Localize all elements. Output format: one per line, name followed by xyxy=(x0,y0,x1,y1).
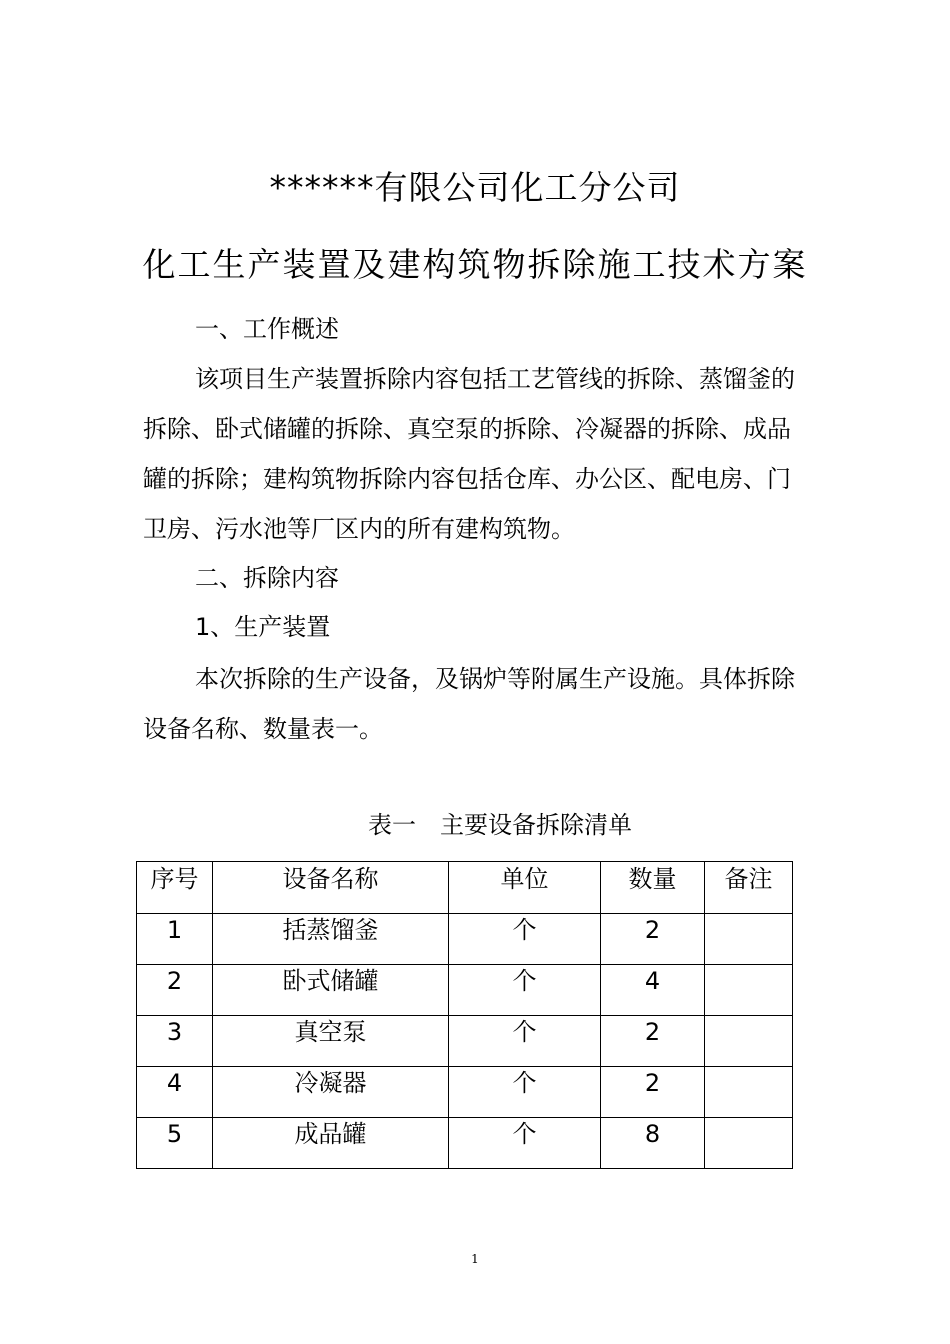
table-cell-quantity: 2 xyxy=(601,1016,705,1067)
table-caption: 表一 主要设备拆除清单 xyxy=(368,811,632,839)
table-row xyxy=(137,1067,793,1118)
table-row xyxy=(137,965,793,1016)
table-header-cell: 序号 xyxy=(137,862,213,914)
table-cell-remarks xyxy=(705,914,793,965)
table-row xyxy=(137,914,793,965)
table-header-cell: 设备名称 xyxy=(213,862,449,914)
table-cell-quantity: 8 xyxy=(601,1118,705,1169)
table-row xyxy=(137,1118,793,1169)
table-cell-index: 5 xyxy=(137,1118,213,1169)
table-cell-equipment-name: 括蒸馏釜 xyxy=(213,914,449,965)
table-cell-index: 4 xyxy=(137,1067,213,1118)
section-heading-overview: 一、工作概述 xyxy=(195,315,339,343)
page-number: 1 xyxy=(471,1252,479,1266)
table-header-cell: 备注 xyxy=(705,862,793,914)
section-heading-demolition-content: 二、拆除内容 xyxy=(195,564,339,592)
table-cell-equipment-name: 冷凝器 xyxy=(213,1067,449,1118)
production-units-paragraph: 本次拆除的生产设备，及锅炉等附属生产设施。具体拆除设备名称、数量表一。 xyxy=(143,665,795,743)
table-cell-remarks xyxy=(705,965,793,1016)
table-cell-index: 2 xyxy=(137,965,213,1016)
table-cell-unit: 个 xyxy=(449,914,601,965)
table-cell-index: 1 xyxy=(137,914,213,965)
table-cell-equipment-name: 真空泵 xyxy=(213,1016,449,1067)
table-cell-unit: 个 xyxy=(449,1016,601,1067)
table-header-cell: 单位 xyxy=(449,862,601,914)
table-row xyxy=(137,1016,793,1067)
table-cell-index: 3 xyxy=(137,1016,213,1067)
table-cell-remarks xyxy=(705,1118,793,1169)
table-cell-unit: 个 xyxy=(449,1067,601,1118)
equipment-table xyxy=(136,861,793,1169)
table-cell-quantity: 2 xyxy=(601,1067,705,1118)
table-cell-unit: 个 xyxy=(449,965,601,1016)
document-subtitle: 化工生产装置及建构筑物拆除施工技术方案 xyxy=(142,245,808,284)
table-cell-quantity: 2 xyxy=(601,914,705,965)
table-cell-unit: 个 xyxy=(449,1118,601,1169)
overview-paragraph: 该项目生产装置拆除内容包括工艺管线的拆除、蒸馏釜的拆除、卧式储罐的拆除、真空泵的拆除、冷凝器的拆除、成品罐的拆除；建构筑物拆除内容包括仓库、办公区、配电房、门卫房、污水池等厂区内的所有建构筑物。 xyxy=(143,365,795,543)
document-title: ******有限公司化工分公司 xyxy=(269,168,681,207)
subsection-heading-production-units: 1、生产装置 xyxy=(195,613,331,641)
table-header-row xyxy=(137,862,793,914)
table-cell-equipment-name: 成品罐 xyxy=(213,1118,449,1169)
table-cell-remarks xyxy=(705,1016,793,1067)
table-header-cell: 数量 xyxy=(601,862,705,914)
table-cell-quantity: 4 xyxy=(601,965,705,1016)
table-cell-remarks xyxy=(705,1067,793,1118)
table-cell-equipment-name: 卧式储罐 xyxy=(213,965,449,1016)
